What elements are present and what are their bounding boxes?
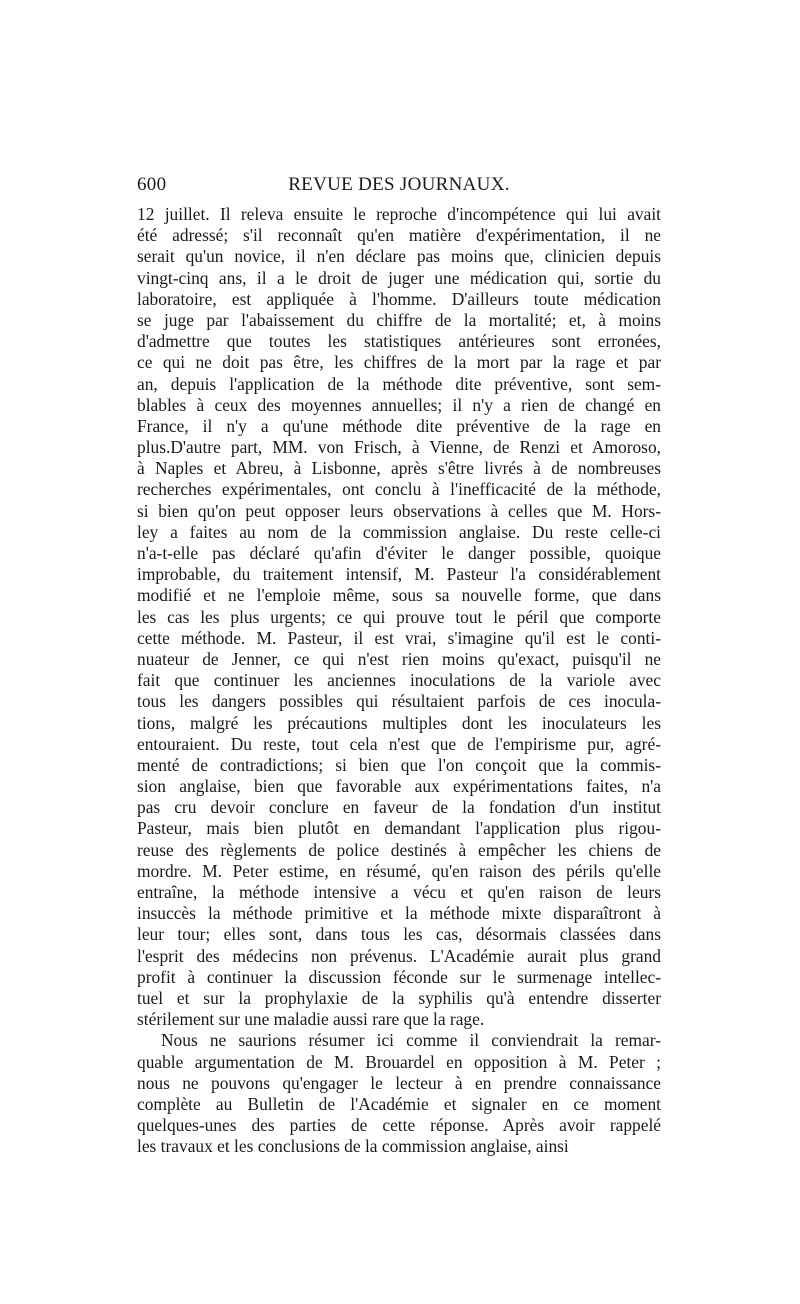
text-line: à Naples et Abreu, à Lisbonne, après s'être livrés à de nombreuses	[137, 458, 661, 479]
text-line: blables à ceux des moyennes annuelles; il n'y a rien de changé en	[137, 394, 661, 415]
paragraph	[137, 204, 661, 1030]
text-line: plus.D'autre part, MM. von Frisch, à Vienne, de Renzi et Amoroso,	[137, 437, 661, 458]
text-line: menté de contradictions; si bien que l'on conçoit que la commis-	[137, 754, 661, 775]
text-line: l'esprit des médecins non prévenus. L'Académie aurait plus grand	[137, 945, 661, 966]
text-line: ce qui ne doit pas être, les chiffres de la mort par la rage et par	[137, 352, 661, 373]
text-line: cette méthode. M. Pasteur, il est vrai, s'imagine qu'il est le conti-	[137, 627, 661, 648]
text-line: n'a-t-elle pas déclaré qu'afin d'éviter le danger possible, quoique	[137, 543, 661, 563]
text-line: Nous ne saurions résumer ici comme il conviendrait la remar-	[161, 1030, 661, 1051]
text-line: mordre. M. Peter estime, en résumé, qu'en raison des périls qu'elle	[137, 860, 661, 881]
text-line: complète au Bulletin de l'Académie et signaler en ce moment	[137, 1093, 661, 1114]
text-line: modifié et ne l'emploie même, sous sa nouvelle forme, que dans	[137, 585, 661, 606]
text-line: laboratoire, est appliquée à l'homme. D'ailleurs toute médication	[137, 288, 661, 309]
text-line: entouraient. Du reste, tout cela n'est que de l'empirisme pur, agré-	[137, 733, 661, 754]
text-line: tuel et sur la prophylaxie de la syphilis qu'à entendre disserter	[137, 987, 661, 1008]
text-line: tous les dangers possibles qui résultaient parfois de ces inocula-	[137, 691, 661, 712]
text-line: improbable, du traitement intensif, M. Pasteur l'a considérablement	[137, 564, 661, 585]
text-line: quable argumentation de M. Brouardel en opposition à M. Peter ;	[137, 1051, 661, 1072]
text-line: reuse des règlements de police destinés à empêcher les chiens de	[137, 839, 661, 860]
text-line: leur tour; elles sont, dans tous les cas, désormais classées dans	[137, 924, 661, 945]
text-line: vingt-cinq ans, il a le droit de juger une médication qui, sortie du	[137, 267, 661, 288]
paragraph	[137, 1030, 661, 1157]
text-line: d'admettre que toutes les statistiques antérieures sont erronées,	[137, 331, 661, 352]
text-line: Pasteur, mais bien plutôt en demandant l'application plus rigou-	[137, 818, 661, 839]
text-line: entraîne, la méthode intensive a vécu et qu'en raison de leurs	[137, 882, 661, 902]
text-line: nuateur de Jenner, ce qui n'est rien moins qu'exact, puisqu'il ne	[137, 648, 661, 669]
page-header	[137, 174, 661, 200]
running-head: REVUE DES JOURNAUX.	[288, 174, 510, 195]
body-text	[137, 204, 661, 1157]
text-line: fait que continuer les anciennes inoculations de la variole avec	[137, 670, 661, 691]
text-line: serait qu'un novice, il n'en déclare pas moins que, clinicien depuis	[137, 246, 661, 267]
text-line: quelques-unes des parties de cette réponse. Après avoir rappelé	[137, 1115, 661, 1136]
text-line: ley a faites au nom de la commission anglaise. Du reste celle-ci	[137, 521, 661, 542]
text-line: insuccès la méthode primitive et la méthode mixte disparaîtront à	[137, 903, 661, 924]
text-line: sion anglaise, bien que favorable aux expérimentations faites, n'a	[137, 776, 661, 797]
text-line: stérilement sur une maladie aussi rare que la rage.	[137, 1009, 485, 1030]
text-line: profit à continuer la discussion féconde sur le surmenage intellec-	[137, 966, 661, 987]
text-line: nous ne pouvons qu'engager le lecteur à en prendre connaissance	[137, 1072, 661, 1093]
text-line: les travaux et les conclusions de la commission anglaise, ainsi	[137, 1136, 569, 1157]
text-line: France, il n'y a qu'une méthode dite préventive de la rage en	[137, 415, 661, 436]
text-line: 12 juillet. Il releva ensuite le reproche d'incompétence qui lui avait	[137, 204, 661, 224]
page-number: 600	[137, 174, 167, 195]
text-line: recherches expérimentales, ont conclu à l'inefficacité de la méthode,	[137, 479, 661, 500]
text-line: pas cru devoir conclure en faveur de la fondation d'un institut	[137, 797, 661, 818]
text-line: les cas les plus urgents; ce qui prouve tout le péril que comporte	[137, 606, 661, 627]
text-line: an, depuis l'application de la méthode dite préventive, sont sem-	[137, 373, 661, 394]
text-line: tions, malgré les précautions multiples dont les inoculateurs les	[137, 712, 661, 733]
text-line: se juge par l'abaissement du chiffre de la mortalité; et, à moins	[137, 309, 661, 330]
text-line: si bien qu'on peut opposer leurs observations à celles que M. Hors-	[137, 500, 661, 521]
text-line: été adressé; s'il reconnaît qu'en matière d'expérimentation, il ne	[137, 225, 661, 246]
